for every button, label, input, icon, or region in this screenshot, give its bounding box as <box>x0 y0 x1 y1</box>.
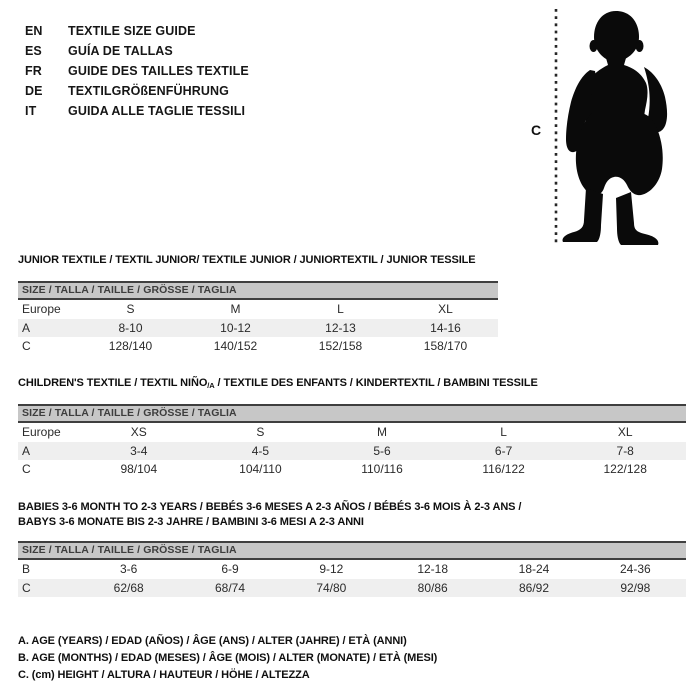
table-body <box>18 300 498 356</box>
table-row <box>18 337 498 356</box>
table-title-segment: JUNIOR TEXTILE / TEXTIL JUNIOR/ TEXTILE JUNIOR / JUNIORTEXTIL / JUNIOR TESSILE <box>18 254 476 266</box>
language-code: IT <box>25 104 37 118</box>
language-code: FR <box>25 64 42 78</box>
language-label: TEXTILE SIZE GUIDE <box>68 24 196 38</box>
value-cell: S <box>126 302 135 316</box>
value-cell: 74/80 <box>316 580 347 595</box>
language-label: GUÍA DE TALLAS <box>68 44 173 58</box>
value-cell: 152/158 <box>318 339 363 353</box>
footnote: C. (cm) HEIGHT / ALTURA / HAUTEUR / HÖHE / ALTEZZA <box>18 669 310 681</box>
value-cell: 12-18 <box>417 562 449 576</box>
table-title <box>18 253 498 268</box>
value-cell: 3-4 <box>130 443 148 458</box>
language-code: DE <box>25 84 43 98</box>
table-title-line <box>18 376 686 393</box>
value-cell: 140/152 <box>213 339 258 353</box>
language-code: ES <box>25 44 42 58</box>
value-cell: 3-6 <box>119 562 138 576</box>
table-body <box>18 423 686 479</box>
value-cell: 14-16 <box>430 320 461 335</box>
value-cell: 104/110 <box>239 462 282 476</box>
childrens-textile-table <box>18 376 686 479</box>
table-title-segment: /A <box>207 381 215 390</box>
table-header-bar: SIZE / TALLA / TAILLE / GRÖSSE / TAGLIA <box>18 541 686 560</box>
value-cell: M <box>376 425 387 439</box>
table-title <box>18 500 686 530</box>
value-cell: 62/68 <box>113 580 144 595</box>
row-label-cell: A <box>22 443 31 458</box>
row-label-cell: C <box>22 580 31 595</box>
value-cell: 10-12 <box>220 320 251 335</box>
language-item <box>25 61 249 81</box>
table-row <box>18 560 686 579</box>
language-item <box>25 21 249 41</box>
value-cell: 12-13 <box>325 320 356 335</box>
height-measure-figure <box>520 4 700 247</box>
table-title-line <box>18 515 686 530</box>
table-title <box>18 376 686 393</box>
row-label-cell: C <box>22 462 31 476</box>
table-row <box>18 423 686 442</box>
row-label-cell: Europe <box>22 302 61 316</box>
footnote: A. AGE (YEARS) / EDAD (AÑOS) / ÂGE (ANS) / ALTER (JAHRE) / ETÀ (ANNI) <box>18 635 407 647</box>
value-cell: 86/92 <box>518 580 549 595</box>
language-label: TEXTILGRÖßENFÜHRUNG <box>68 84 229 98</box>
value-cell: 6-9 <box>221 562 239 576</box>
value-cell: S <box>256 425 265 439</box>
value-cell: XL <box>438 302 453 316</box>
value-cell: L <box>337 302 344 316</box>
value-cell: 6-7 <box>494 443 513 458</box>
language-label: GUIDA ALLE TAGLIE TESSILI <box>68 104 246 118</box>
value-cell: 4-5 <box>251 443 270 458</box>
table-row <box>18 579 686 598</box>
table-body <box>18 560 686 597</box>
table-title-segment: CHILDREN'S TEXTILE / TEXTIL NIÑO <box>18 377 208 389</box>
value-cell: L <box>500 425 507 439</box>
row-label-cell: B <box>22 562 31 576</box>
row-label-cell: Europe <box>22 425 61 439</box>
value-cell: M <box>230 302 241 316</box>
language-item <box>25 41 249 61</box>
value-cell: 8-10 <box>118 320 143 335</box>
table-header-bar: SIZE / TALLA / TAILLE / GRÖSSE / TAGLIA <box>18 281 498 300</box>
table-title-segment: / TEXTILE DES ENFANTS / KINDERTEXTIL / BAMBINI TESSILE <box>214 377 538 389</box>
value-cell: 68/74 <box>214 580 245 595</box>
row-label-cell: A <box>22 320 31 335</box>
language-code: EN <box>25 24 43 38</box>
value-cell: 128/140 <box>108 339 153 353</box>
table-title-line <box>18 253 498 268</box>
table-row <box>18 319 498 338</box>
value-cell: 80/86 <box>417 580 448 595</box>
value-cell: 9-12 <box>319 562 344 576</box>
row-label-cell: C <box>22 339 31 353</box>
value-cell: XL <box>617 425 633 439</box>
table-row <box>18 300 498 319</box>
value-cell: 18-24 <box>518 562 550 576</box>
table-title-segment: BABIES 3-6 MONTH TO 2-3 YEARS / BEBÉS 3-6 MESES A 2-3 AÑOS / BÉBÉS 3-6 MOIS À 2-3 ANS / <box>18 501 522 513</box>
language-item <box>25 81 249 101</box>
value-cell: 5-6 <box>373 443 391 458</box>
value-cell: 158/170 <box>423 339 468 353</box>
table-title-line <box>18 500 686 515</box>
value-cell: 92/98 <box>620 580 651 595</box>
language-label: GUIDE DES TAILLES TEXTILE <box>68 64 249 78</box>
value-cell: 116/122 <box>482 462 525 476</box>
footnote: B. AGE (MONTHS) / EDAD (MESES) / ÂGE (MOIS) / ALTER (MONATE) / ETÀ (MESI) <box>18 652 438 664</box>
toddler-silhouette-shape <box>563 11 668 245</box>
value-cell: 24-36 <box>619 562 651 576</box>
value-cell: 122/128 <box>603 462 647 476</box>
value-cell: 7-8 <box>616 443 634 458</box>
table-row <box>18 442 686 461</box>
babies-textile-table <box>18 500 686 597</box>
value-cell: 98/104 <box>120 462 158 476</box>
footnotes <box>18 633 437 684</box>
table-title-segment: BABYS 3-6 MONATE BIS 2-3 JAHRE / BAMBINI 3-6 MESI A 2-3 ANNI <box>18 516 364 528</box>
value-cell: 110/116 <box>361 462 403 476</box>
language-item <box>25 101 249 121</box>
value-cell: XS <box>130 425 147 439</box>
table-row <box>18 460 686 479</box>
toddler-silhouette <box>520 4 700 247</box>
language-list <box>25 21 249 121</box>
measure-label-c: C <box>531 122 542 138</box>
table-header-bar: SIZE / TALLA / TAILLE / GRÖSSE / TAGLIA <box>18 404 686 423</box>
junior-textile-table <box>18 253 498 356</box>
